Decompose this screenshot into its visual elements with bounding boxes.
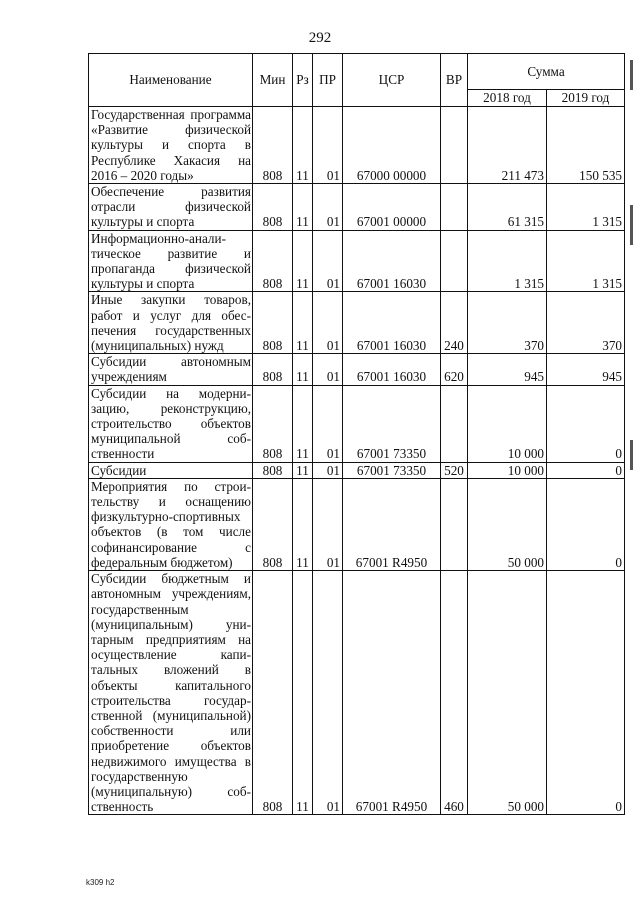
row-csr: 67001 73350 <box>343 385 441 462</box>
row-pr: 01 <box>313 354 343 385</box>
row-rz: 11 <box>293 184 313 231</box>
row-vr <box>441 230 468 292</box>
row-sum-2019: 0 <box>547 478 625 570</box>
row-min: 808 <box>253 184 293 231</box>
row-rz: 11 <box>293 292 313 354</box>
row-rz: 11 <box>293 478 313 570</box>
table-row <box>89 184 625 231</box>
row-rz: 11 <box>293 385 313 462</box>
row-csr: 67001 R4950 <box>343 571 441 815</box>
row-sum-2018: 50 000 <box>468 571 547 815</box>
row-min: 808 <box>253 354 293 385</box>
row-sum-2019: 150 535 <box>547 107 625 184</box>
row-csr: 67001 R4950 <box>343 478 441 570</box>
header-2018: 2018 год <box>468 90 547 107</box>
row-vr <box>441 107 468 184</box>
row-min: 808 <box>253 385 293 462</box>
row-vr: 460 <box>441 571 468 815</box>
row-name: Информационно-аналитическое развитие и пропаганда физической культуры и спорта <box>89 230 253 292</box>
row-sum-2019: 0 <box>547 571 625 815</box>
header-pr: ПР <box>313 54 343 107</box>
row-min: 808 <box>253 462 293 478</box>
row-rz: 11 <box>293 571 313 815</box>
row-sum-2018: 1 315 <box>468 230 547 292</box>
row-sum-2018: 10 000 <box>468 462 547 478</box>
row-vr <box>441 184 468 231</box>
row-name: Обеспечение развития отрасли физической культуры и спорта <box>89 184 253 231</box>
row-csr: 67001 00000 <box>343 184 441 231</box>
table-row <box>89 571 625 815</box>
row-csr: 67000 00000 <box>343 107 441 184</box>
row-pr: 01 <box>313 462 343 478</box>
row-min: 808 <box>253 571 293 815</box>
header-sum: Сумма <box>468 54 625 90</box>
row-sum-2018: 370 <box>468 292 547 354</box>
row-min: 808 <box>253 292 293 354</box>
row-vr <box>441 478 468 570</box>
row-name: Мероприятия по строительству и оснащению физкультурно-спортивных объектов (в том числе софинансирование с федеральным бюджетом) <box>89 478 253 570</box>
table-row <box>89 354 625 385</box>
row-sum-2018: 211 473 <box>468 107 547 184</box>
row-sum-2019: 945 <box>547 354 625 385</box>
row-csr: 67001 16030 <box>343 292 441 354</box>
row-sum-2018: 945 <box>468 354 547 385</box>
header-name: Наименование <box>89 54 253 107</box>
row-pr: 01 <box>313 184 343 231</box>
row-pr: 01 <box>313 478 343 570</box>
row-sum-2018: 61 315 <box>468 184 547 231</box>
table-row <box>89 292 625 354</box>
scan-edge-mark <box>630 60 633 90</box>
row-sum-2019: 1 315 <box>547 184 625 231</box>
row-name: Субсидии на модернизацию, реконструкцию, строительство объектов муниципальной собственности <box>89 385 253 462</box>
row-csr: 67001 16030 <box>343 354 441 385</box>
row-min: 808 <box>253 107 293 184</box>
row-name: Государственная программа «Развитие физической культуры и спорта в Республике Хакасия на 2016 – 2020 годы» <box>89 107 253 184</box>
row-rz: 11 <box>293 462 313 478</box>
budget-table <box>88 53 625 815</box>
row-pr: 01 <box>313 230 343 292</box>
scan-edge-mark <box>630 440 633 470</box>
row-sum-2019: 370 <box>547 292 625 354</box>
row-vr: 240 <box>441 292 468 354</box>
row-sum-2019: 0 <box>547 462 625 478</box>
row-pr: 01 <box>313 107 343 184</box>
header-vr: ВР <box>441 54 468 107</box>
row-pr: 01 <box>313 571 343 815</box>
row-vr: 520 <box>441 462 468 478</box>
row-min: 808 <box>253 478 293 570</box>
row-min: 808 <box>253 230 293 292</box>
table-row <box>89 478 625 570</box>
footer-code: k309 h2 <box>86 878 115 887</box>
row-sum-2018: 50 000 <box>468 478 547 570</box>
row-vr: 620 <box>441 354 468 385</box>
header-min: Мин <box>253 54 293 107</box>
table-row <box>89 385 625 462</box>
header-rz: Рз <box>293 54 313 107</box>
scan-edge-mark <box>630 205 633 245</box>
header-2019: 2019 год <box>547 90 625 107</box>
table-row <box>89 107 625 184</box>
header-csr: ЦСР <box>343 54 441 107</box>
row-name: Субсидии <box>89 462 253 478</box>
row-sum-2019: 1 315 <box>547 230 625 292</box>
row-csr: 67001 16030 <box>343 230 441 292</box>
row-rz: 11 <box>293 230 313 292</box>
page-number: 292 <box>308 30 332 46</box>
row-pr: 01 <box>313 385 343 462</box>
row-vr <box>441 385 468 462</box>
table-header <box>89 54 625 107</box>
table-row <box>89 462 625 478</box>
row-rz: 11 <box>293 354 313 385</box>
row-name: Субсидии бюджетным и автономным учреждениям, государственным (муниципальным) унитарным предприятиям на осуществление капитальных вложений в объекты капитального строительства государственной (муниципальной) собственности или приобретение объектов недвижимого имущества в государственную (муниципальную) собственность <box>89 571 253 815</box>
row-rz: 11 <box>293 107 313 184</box>
row-csr: 67001 73350 <box>343 462 441 478</box>
row-name: Субсидии автономным учреждениям <box>89 354 253 385</box>
table-row <box>89 230 625 292</box>
row-sum-2019: 0 <box>547 385 625 462</box>
row-sum-2018: 10 000 <box>468 385 547 462</box>
row-pr: 01 <box>313 292 343 354</box>
row-name: Иные закупки товаров, работ и услуг для обеспечения государственных (муниципальных) нужд <box>89 292 253 354</box>
